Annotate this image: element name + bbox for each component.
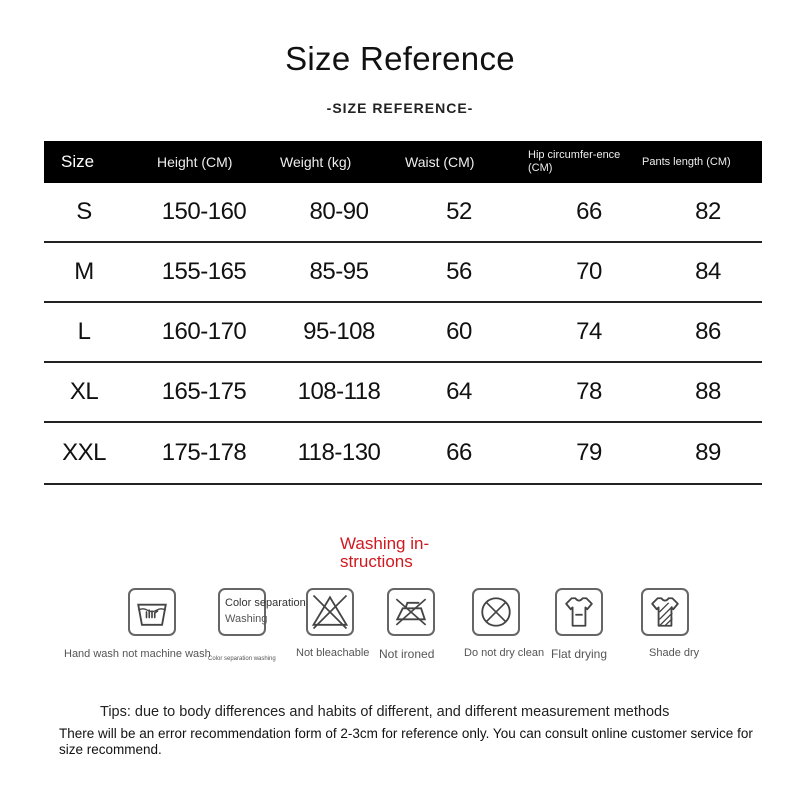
cell-pants-length: 82 [695,198,721,225]
cell-pants-length: 89 [695,439,721,466]
cell-waist: 52 [446,198,472,225]
cell-hip: 79 [576,439,602,466]
hand-wash-icon [128,588,176,636]
color-separation-line1: Color separation [225,597,306,609]
not-ironed-label: Not ironed [379,647,435,661]
cell-size: XL [69,378,99,405]
header-size: Size [61,152,95,171]
not-ironed-icon [387,588,435,636]
not-bleachable-icon [306,588,354,636]
table-row [44,243,762,303]
cell-weight: 80-90 [309,198,369,225]
cell-weight: 95-108 [303,318,375,345]
cell-size: L [77,318,91,345]
color-separation-line2: Washing [225,613,268,625]
cell-pants-length: 84 [695,258,721,285]
table-row [44,303,762,363]
cell-size: S [76,198,92,225]
cell-height: 165-175 [161,378,247,405]
cell-height: 150-160 [161,198,247,225]
cell-hip: 78 [576,378,602,405]
cell-weight: 108-118 [297,378,381,405]
page-title: Size Reference [285,40,515,77]
cell-height: 155-165 [161,258,247,285]
table-row [44,363,762,423]
cell-pants-length: 86 [695,318,721,345]
header-height: Height (CM) [157,154,233,170]
washing-title: Washing in-structions [340,534,430,571]
table-row [44,423,762,485]
flat-drying-label: Flat drying [551,647,608,661]
cell-height: 175-178 [161,439,247,466]
cell-pants-length: 88 [695,378,721,405]
cell-hip: 74 [576,318,602,345]
table-header [44,141,762,183]
shade-dry-icon [641,588,689,636]
header-hip: Hip circumfer-ence (CM) [528,149,621,174]
shade-dry-label: Shade dry [649,647,700,659]
do-not-dry-clean-label: Do not dry clean [464,647,545,659]
do-not-dry-clean-icon [472,588,520,636]
note-text: There will be an error recommendation form of 2-3cm for reference only. You can consult online customer service for size recommend. [59,726,753,757]
cell-waist: 64 [446,378,472,405]
cell-weight: 85-95 [309,258,369,285]
cell-waist: 66 [446,439,472,466]
not-bleachable-label: Not bleachable [296,647,370,659]
cell-waist: 56 [446,258,472,285]
size-table [44,141,762,485]
cell-size: M [74,258,94,285]
cell-size: XXL [62,439,106,466]
cell-height: 160-170 [161,318,247,345]
color-separation-icon [218,588,306,636]
cell-waist: 60 [446,318,472,345]
cell-weight: 118-130 [297,439,381,466]
flat-drying-icon [555,588,603,636]
header-pants-length: Pants length (CM) [642,155,731,168]
header-weight: Weight (kg) [280,154,352,170]
table-row [44,183,762,243]
header-waist: Waist (CM) [405,154,475,170]
cell-hip: 66 [576,198,602,225]
cell-hip: 70 [576,258,602,285]
color-separation-label: Color separation washing [208,656,276,662]
page-subtitle: -SIZE REFERENCE- [326,100,474,116]
tips-text: Tips: due to body differences and habits of different, and different measurement methods [100,704,670,720]
hand-wash-label: Hand wash not machine wash [64,648,211,660]
